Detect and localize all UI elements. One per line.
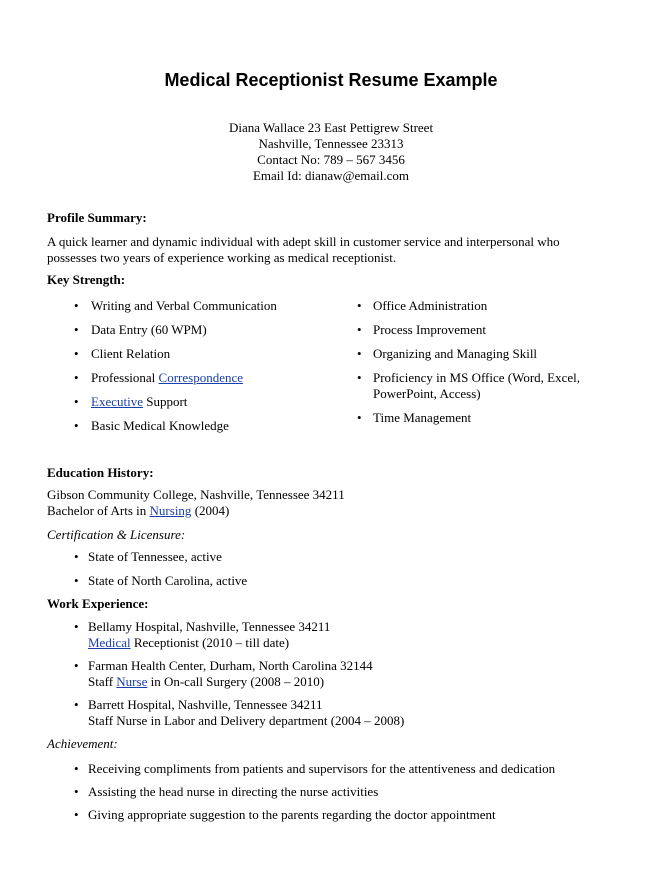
strength-item: Proficiency in MS Office (Word, Excel, bbox=[373, 370, 581, 385]
strength-item: Office Administration bbox=[373, 298, 488, 313]
job-role-text: in On-call Surgery (2008 – 2010) bbox=[147, 674, 325, 689]
strength-item: Writing and Verbal Communication bbox=[91, 298, 277, 313]
job-employer: Bellamy Hospital, Nashville, Tennessee 34211 bbox=[88, 619, 331, 634]
bullet-icon: • bbox=[74, 346, 79, 361]
strength-item: Time Management bbox=[373, 410, 472, 425]
job-role bbox=[88, 634, 289, 651]
strength-item bbox=[91, 393, 187, 410]
bullet-icon: • bbox=[74, 322, 79, 337]
job-role-text: Receptionist (2010 – till date) bbox=[130, 635, 290, 650]
bullet-icon: • bbox=[74, 784, 79, 799]
job-role: Staff Nurse in Labor and Delivery department (2004 – 2008) bbox=[88, 713, 405, 728]
contact-email: Email Id: dianaw@email.com bbox=[252, 168, 409, 183]
degree-text: Bachelor of Arts in bbox=[47, 503, 150, 518]
education-heading: Education History: bbox=[47, 465, 154, 480]
strength-item bbox=[91, 369, 243, 386]
achievement-heading: Achievement: bbox=[47, 736, 118, 751]
profile-line-2: possesses two years of experience working as medical receptionist. bbox=[47, 250, 397, 265]
achievement-item: Receiving compliments from patients and supervisors for the attentiveness and dedication bbox=[88, 761, 556, 776]
job-employer: Farman Health Center, Durham, North Carolina 32144 bbox=[88, 658, 373, 673]
work-heading: Work Experience: bbox=[47, 596, 149, 611]
strength-item-text: Support bbox=[142, 394, 188, 409]
education-degree bbox=[47, 502, 229, 519]
contact-block bbox=[0, 120, 662, 184]
bullet-icon: • bbox=[74, 619, 79, 634]
job-role bbox=[88, 673, 324, 690]
certification-item: State of Tennessee, active bbox=[88, 549, 222, 564]
job-employer: Barrett Hospital, Nashville, Tennessee 34211 bbox=[88, 697, 323, 712]
bullet-icon: • bbox=[74, 370, 79, 385]
bullet-icon: • bbox=[74, 697, 79, 712]
strength-item: Data Entry (60 WPM) bbox=[91, 322, 207, 337]
executive-link[interactable]: Executive bbox=[91, 394, 143, 409]
medical-link[interactable]: Medical bbox=[88, 635, 131, 650]
bullet-icon: • bbox=[74, 394, 79, 409]
strength-item-text: Professional bbox=[91, 370, 159, 385]
certification-item: State of North Carolina, active bbox=[88, 573, 248, 588]
contact-name-address: Diana Wallace 23 East Pettigrew Street bbox=[228, 120, 434, 135]
strength-item: Process Improvement bbox=[373, 322, 487, 337]
correspondence-link[interactable]: Correspondence bbox=[158, 370, 243, 385]
achievement-item: Assisting the head nurse in directing the nurse activities bbox=[88, 784, 379, 799]
bullet-icon: • bbox=[74, 298, 79, 313]
profile-heading: Profile Summary: bbox=[47, 210, 147, 225]
profile-line-1: A quick learner and dynamic individual with adept skill in customer service and interpersonal who bbox=[47, 234, 560, 249]
job-role-text: Staff bbox=[88, 674, 117, 689]
strength-item-continued: PowerPoint, Access) bbox=[373, 386, 481, 401]
nursing-link[interactable]: Nursing bbox=[149, 503, 192, 518]
bullet-icon: • bbox=[357, 410, 362, 425]
nurse-link[interactable]: Nurse bbox=[116, 674, 148, 689]
degree-year: (2004) bbox=[191, 503, 230, 518]
strength-item: Client Relation bbox=[91, 346, 171, 361]
bullet-icon: • bbox=[74, 761, 79, 776]
key-strength-heading: Key Strength: bbox=[47, 272, 126, 287]
bullet-icon: • bbox=[74, 807, 79, 822]
bullet-icon: • bbox=[357, 370, 362, 385]
page-title: Medical Receptionist Resume Example bbox=[164, 70, 498, 90]
strength-item: Basic Medical Knowledge bbox=[91, 418, 229, 433]
bullet-icon: • bbox=[357, 346, 362, 361]
bullet-icon: • bbox=[74, 658, 79, 673]
strength-item: Organizing and Managing Skill bbox=[373, 346, 538, 361]
bullet-icon: • bbox=[74, 573, 79, 588]
contact-phone: Contact No: 789 – 567 3456 bbox=[257, 152, 405, 167]
bullet-icon: • bbox=[357, 298, 362, 313]
bullet-icon: • bbox=[74, 549, 79, 564]
education-college: Gibson Community College, Nashville, Tennessee 34211 bbox=[47, 487, 345, 502]
bullet-icon: • bbox=[357, 322, 362, 337]
contact-city: Nashville, Tennessee 23313 bbox=[258, 136, 404, 151]
achievement-item: Giving appropriate suggestion to the parents regarding the doctor appointment bbox=[88, 807, 496, 822]
bullet-icon: • bbox=[74, 418, 79, 433]
certification-heading: Certification & Licensure: bbox=[47, 527, 186, 542]
